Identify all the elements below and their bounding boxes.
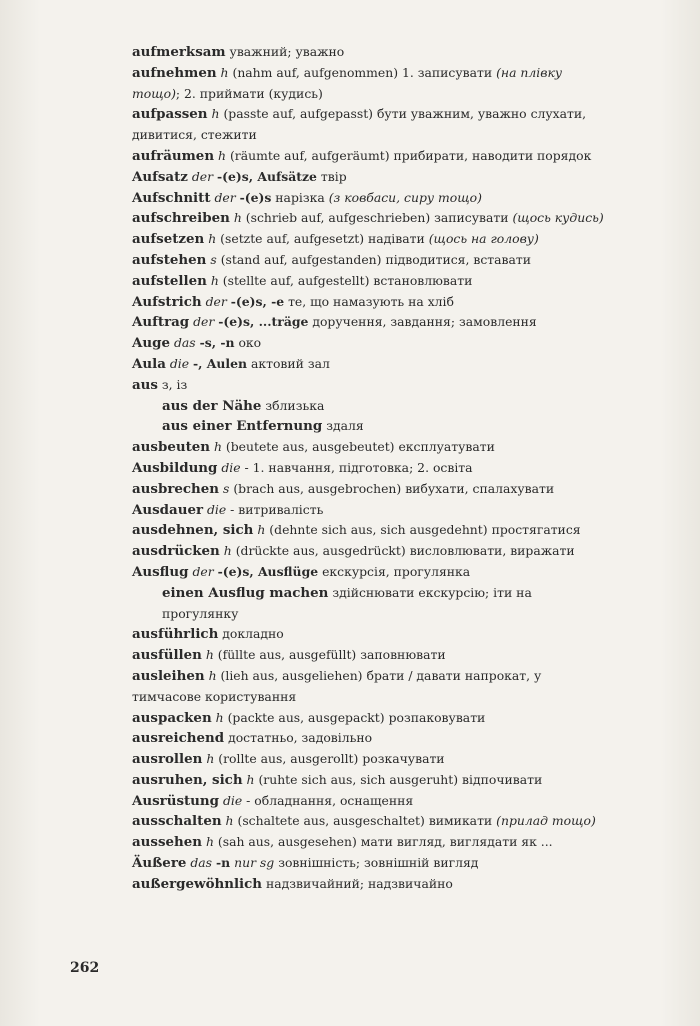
- verb-forms: (setzte auf, aufgesetzt): [220, 231, 365, 247]
- verb-forms: (schrieb auf, aufgeschrieben): [245, 210, 431, 226]
- grammar-marker: der: [193, 314, 215, 330]
- verb-forms: (brach aus, ausgebrochen): [233, 480, 402, 496]
- usage-note: nur sg: [234, 855, 275, 871]
- dictionary-entry: [132, 479, 612, 500]
- headword: außergewöhnlich: [132, 875, 263, 892]
- translation: докладно: [222, 626, 284, 642]
- page-number: 262: [70, 960, 100, 976]
- headword: ausbeuten: [132, 439, 211, 456]
- usage-note: (прилад тощо): [496, 813, 596, 829]
- headword: Ausrüstung: [132, 792, 220, 809]
- grammar-marker: die: [222, 792, 243, 808]
- dictionary-entry: [132, 458, 612, 479]
- grammar-marker: h: [208, 667, 217, 683]
- verb-forms: - 1. навчання, підготовка; 2. освіта: [244, 459, 473, 475]
- verb-forms: -: [230, 501, 235, 517]
- translation: надзвичайний; надзвичайно: [266, 875, 453, 891]
- translation: експлуатувати: [398, 439, 495, 455]
- dictionary-entry: [132, 63, 612, 105]
- dictionary-entry: [132, 791, 612, 812]
- translation: доручення, завдання; замовлення: [312, 314, 537, 330]
- headword: aufstehen: [132, 251, 207, 268]
- translation: підводитися, вставати: [385, 251, 532, 267]
- headword: Äußere: [132, 855, 187, 872]
- dictionary-subentry: [132, 396, 612, 417]
- usage-note: (щось на голову): [428, 231, 539, 247]
- dictionary-entry: [132, 375, 612, 396]
- inflection: -, Aulen: [193, 355, 248, 371]
- dictionary-entry: [132, 562, 612, 583]
- verb-forms: (stellte auf, aufgestellt): [222, 272, 370, 288]
- dictionary-entry: [132, 208, 612, 229]
- translation: зблизька: [265, 397, 325, 413]
- dictionary-entry: [132, 749, 612, 770]
- grammar-marker: h: [257, 522, 266, 538]
- grammar-marker: h: [206, 751, 215, 767]
- grammar-marker: h: [218, 147, 227, 163]
- dictionary-entry: [132, 104, 612, 146]
- grammar-marker: der: [191, 168, 214, 184]
- dictionary-subentry: [132, 416, 612, 437]
- grammar-marker: das: [173, 335, 196, 351]
- translation: уважний; уважно: [229, 44, 345, 59]
- grammar-marker: die: [206, 501, 227, 517]
- translation: здійснювати екскурсію; іти на прогулянку: [162, 584, 532, 621]
- grammar-marker: h: [211, 106, 220, 122]
- headword: ausfüllen: [132, 647, 202, 664]
- headword: ausreichend: [132, 730, 225, 747]
- grammar-marker: der: [214, 189, 236, 205]
- headword: aufsetzen: [132, 231, 205, 248]
- dictionary-entry: [132, 520, 612, 541]
- verb-forms: (passte auf, aufgepasst): [223, 106, 374, 122]
- translation: вибухати, спалахувати: [405, 480, 555, 496]
- headword: ausbrechen: [132, 480, 220, 497]
- translation: здаля: [326, 418, 364, 434]
- headword: ausschalten: [132, 813, 222, 830]
- dictionary-entry: [132, 541, 612, 562]
- translation: встановлювати: [373, 272, 473, 288]
- dictionary-entry: [132, 645, 612, 666]
- verb-forms: (lieh aus, ausgeliehen): [220, 667, 363, 683]
- verb-forms: -: [246, 792, 251, 808]
- grammar-marker: h: [205, 834, 214, 850]
- headword: Ausdauer: [132, 501, 204, 518]
- translation: зовнішність; зовнішній вигляд: [278, 855, 479, 871]
- headword: Aula: [132, 355, 166, 372]
- dictionary-entry: [132, 292, 612, 313]
- dictionary-entry: [132, 167, 612, 188]
- translation: бути уважним, уважно слухати, дивитися, стежити: [132, 106, 587, 143]
- headword: ausleihen: [132, 667, 205, 684]
- inflection: -(e)s, -e: [230, 293, 285, 309]
- dictionary-entry: [132, 312, 612, 333]
- grammar-marker: h: [210, 272, 219, 288]
- headword: aus: [132, 376, 158, 393]
- grammar-marker: die: [221, 459, 241, 475]
- verb-forms: (ruhte sich aus, sich ausgeruht): [258, 771, 459, 787]
- dictionary-entry: [132, 500, 612, 521]
- verb-forms: (räumte auf, aufgeräumt): [229, 147, 390, 163]
- verb-forms: (rollte aus, ausgerollt): [218, 751, 359, 767]
- dictionary-entry: [132, 811, 612, 832]
- headword: aufschreiben: [132, 210, 230, 227]
- grammar-marker: der: [205, 293, 227, 309]
- grammar-marker: das: [190, 855, 213, 871]
- inflection: -(e)s, Aufsätze: [216, 168, 317, 184]
- grammar-marker: s: [210, 251, 217, 267]
- headword: aus der Nähe: [162, 397, 262, 414]
- verb-forms: (füllte aus, ausgefüllt): [217, 647, 357, 663]
- verb-forms: (packte aus, ausgepackt): [227, 709, 385, 725]
- grammar-marker: h: [213, 439, 222, 455]
- dictionary-entry: [132, 832, 612, 853]
- translation: око: [238, 335, 262, 351]
- grammar-marker: h: [225, 813, 234, 829]
- verb-forms: (schaltete aus, ausgeschaltet): [237, 813, 425, 829]
- grammar-marker: die: [169, 355, 190, 371]
- grammar-marker: h: [233, 210, 242, 226]
- dictionary-entry: [132, 354, 612, 375]
- headword: Auftrag: [132, 314, 190, 331]
- grammar-marker: h: [223, 543, 232, 559]
- dictionary-entry: [132, 728, 612, 749]
- dictionary-entry: [132, 146, 612, 167]
- grammar-marker: h: [220, 64, 229, 80]
- usage-note: (з ковбаси, сиру тощо): [328, 189, 482, 205]
- headword: ausführlich: [132, 626, 219, 643]
- verb-forms: (dehnte sich aus, sich ausgedehnt): [269, 522, 488, 538]
- headword: aufpassen: [132, 106, 208, 123]
- translation-continued: ; 2. приймати (кудись): [175, 85, 323, 101]
- headword: einen Ausflug machen: [162, 584, 329, 601]
- translation: екскурсія, прогулянка: [322, 563, 471, 579]
- headword: ausdrücken: [132, 543, 220, 560]
- translation: з, із: [161, 376, 188, 392]
- translation: вимикати: [428, 813, 493, 829]
- translation: брати / давати напрокат, у тимчасове користування: [132, 667, 542, 704]
- dictionary-entry: [132, 708, 612, 729]
- dictionary-entry: [132, 42, 612, 63]
- dictionary-entry: [132, 333, 612, 354]
- inflection: -(e)s: [239, 189, 272, 205]
- translation: розпаковувати: [388, 709, 486, 725]
- headword: ausdehnen, sich: [132, 522, 254, 539]
- inflection: -s, -n: [199, 335, 235, 351]
- inflection: -(e)s, ...träge: [218, 314, 309, 330]
- dictionary-entry: [132, 770, 612, 791]
- dictionary-column: [132, 42, 612, 895]
- translation: достатньо, задовільно: [228, 730, 373, 746]
- dictionary-entry: [132, 874, 612, 895]
- dictionary-entry: [132, 229, 612, 250]
- translation: 1. записувати: [402, 64, 493, 80]
- dictionary-entry: [132, 853, 612, 874]
- grammar-marker: h: [215, 709, 224, 725]
- translation: надівати: [368, 231, 425, 247]
- translation: відпочивати: [462, 771, 543, 787]
- dictionary-entry: [132, 437, 612, 458]
- translation: мати вигляд, виглядати як ...: [360, 834, 553, 850]
- grammar-marker: h: [208, 231, 217, 247]
- dictionary-entry: [132, 188, 612, 209]
- translation: розкачувати: [362, 751, 445, 767]
- verb-forms: (beutete aus, ausgebeutet): [225, 439, 395, 455]
- headword: Auge: [132, 335, 171, 352]
- verb-forms: (drückte aus, ausgedrückt): [235, 543, 406, 559]
- translation: твір: [320, 168, 347, 184]
- translation: актовий зал: [250, 355, 330, 371]
- verb-forms: (sah aus, ausgesehen): [217, 834, 357, 850]
- headword: aufstellen: [132, 272, 207, 289]
- usage-note: (на плівку тощо): [132, 64, 563, 101]
- headword: Aufsatz: [132, 168, 188, 185]
- verb-forms: (nahm auf, aufgenommen): [232, 64, 399, 80]
- headword: aufräumen: [132, 147, 215, 164]
- grammar-marker: h: [246, 771, 255, 787]
- dictionary-entry: [132, 666, 612, 708]
- headword: Ausbildung: [132, 459, 218, 476]
- dictionary-entry: [132, 271, 612, 292]
- translation: заповнювати: [360, 647, 446, 663]
- translation: обладнання, оснащення: [254, 792, 414, 808]
- headword: Aufschnitt: [132, 189, 211, 206]
- grammar-marker: h: [205, 647, 214, 663]
- headword: ausrollen: [132, 751, 203, 768]
- grammar-marker: s: [223, 480, 230, 496]
- headword: aussehen: [132, 834, 203, 851]
- inflection: -n: [216, 855, 231, 871]
- headword: Aufstrich: [132, 293, 202, 310]
- headword: ausruhen, sich: [132, 771, 243, 788]
- translation: прибирати, наводити порядок: [393, 147, 592, 163]
- headword: auspacken: [132, 709, 212, 726]
- dictionary-subentry: [132, 583, 612, 625]
- verb-forms: (stand auf, aufgestanden): [220, 251, 382, 267]
- translation: записувати: [434, 210, 509, 226]
- translation: простягатися: [491, 522, 581, 538]
- translation: витривалість: [238, 501, 324, 517]
- dictionary-entry: [132, 624, 612, 645]
- usage-note: (щось кудись): [512, 210, 604, 226]
- headword: aufnehmen: [132, 64, 217, 81]
- translation: висловлювати, виражати: [409, 543, 575, 559]
- translation: нарізка: [275, 189, 325, 205]
- headword: Ausflug: [132, 563, 189, 580]
- translation: те, що намазують на хліб: [288, 293, 454, 309]
- dictionary-entry: [132, 250, 612, 271]
- headword: aus einer Entfernung: [162, 418, 323, 435]
- headword: aufmerksam: [132, 44, 226, 60]
- inflection: -(e)s, Ausflüge: [217, 563, 319, 579]
- grammar-marker: der: [192, 563, 214, 579]
